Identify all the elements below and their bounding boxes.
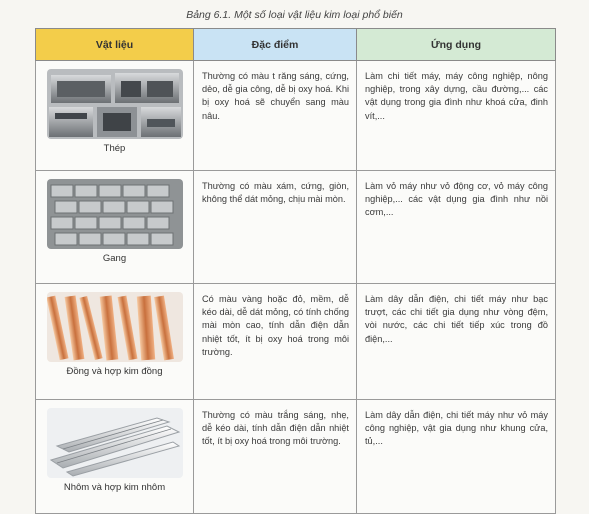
copper-tubes-photo	[47, 292, 183, 362]
application-cell: Làm vỏ máy như vỏ động cơ, vỏ máy công nghiệp,... các vật dụng gia đình như nồi cơm,...	[357, 171, 556, 284]
table-row	[36, 61, 556, 171]
table-header-row	[36, 29, 556, 61]
feature-cell: Thường có màu t răng sáng, cứng, dẻo, dễ gia công, dễ bị oxy hoá. Khi bị oxy hoá sẽ chuyển sang màu nâu.	[194, 61, 357, 171]
table-caption: Bảng 6.1. Một số loại vật liệu kim loại phổ biến	[186, 9, 403, 21]
material-cell	[36, 171, 194, 284]
material-name: Nhôm và hợp kim nhôm	[63, 482, 166, 493]
header-material: Vật liệu	[36, 29, 194, 61]
table-row	[36, 171, 556, 284]
feature-cell: Thường có màu trắng sáng, nhẹ, dễ kéo dài, tính dẫn điện dẫn nhiệt tốt, ít bị oxy hoá trong môi trường.	[194, 400, 357, 514]
header-feature: Đặc điểm	[194, 29, 357, 61]
application-cell: Làm dây dẫn điện, chi tiết máy như bạc trượt, các chi tiết gia dụng như vòng đệm, vòi nước, các chi tiết tiếp xúc trong đồ điện,...	[357, 284, 556, 400]
material-name: Thép	[103, 143, 126, 154]
material-cell	[36, 400, 194, 514]
material-cell	[36, 61, 194, 171]
table-row	[36, 284, 556, 400]
steel-beams-photo	[47, 69, 183, 139]
feature-cell: Có màu vàng hoặc đỏ, mềm, dễ kéo dài, dễ dát mỏng, có tính chống mài mòn cao, tính dẫn điện dẫn nhiệt tốt, ít bị oxy hoá trong môi trường.	[194, 284, 357, 400]
cast-iron-ingots-photo	[47, 179, 183, 249]
aluminium-profiles-photo	[47, 408, 183, 478]
table-row	[36, 400, 556, 514]
material-name: Đồng và hợp kim đồng	[66, 366, 163, 377]
application-cell: Làm dây dẫn điện, chi tiết máy như vỏ máy công nghiệp, vật gia dụng như khung cửa, tủ,...	[357, 400, 556, 514]
materials-table	[35, 28, 556, 514]
material-cell	[36, 284, 194, 400]
feature-cell: Thường có màu xám, cứng, giòn, không thể dát mỏng, chịu mài mòn.	[194, 171, 357, 284]
material-name: Gang	[102, 253, 127, 264]
header-application: Ứng dụng	[357, 29, 556, 61]
application-cell: Làm chi tiết máy, máy công nghiệp, nông nghiệp, trong xây dựng, cầu đường,... các vật dụng trong gia đình như khoá cửa, đinh vít,...	[357, 61, 556, 171]
